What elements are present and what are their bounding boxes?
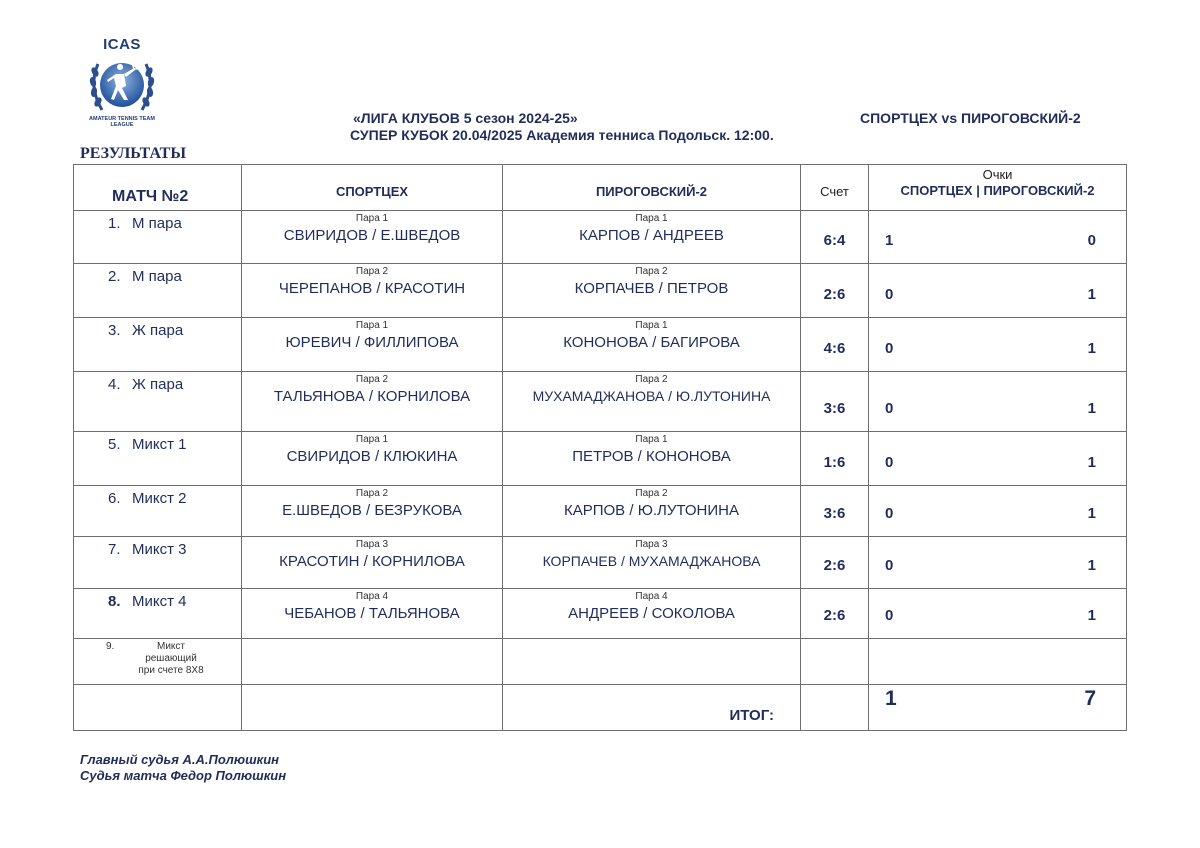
game-number: 2.	[108, 268, 121, 285]
event-subtitle: СУПЕР КУБОК 20.04/2025 Академия тенниса Подольск. 12:00.	[350, 127, 774, 143]
table-row	[74, 318, 1127, 372]
team1-points: 0	[885, 400, 894, 417]
team2-header-cell	[503, 165, 801, 211]
team1-pair-cell	[242, 264, 503, 318]
table-row	[74, 264, 1127, 318]
empty-cell	[801, 685, 869, 731]
game-number: 4.	[108, 376, 121, 393]
score-cell	[801, 211, 869, 264]
logo-subtitle: AMATEUR TENNIS TEAM LEAGUE	[89, 116, 155, 128]
game-number: 1.	[108, 215, 121, 232]
team2-pair-cell	[503, 318, 801, 372]
pair-label: Пара 2	[355, 488, 389, 499]
game-type: М пара	[132, 268, 182, 285]
score-cell	[801, 318, 869, 372]
team2-pair-cell	[503, 211, 801, 264]
team1-points: 0	[885, 454, 894, 471]
points-cell	[869, 372, 1127, 432]
decider-text: Микст решающий при счете 8Х8	[138, 641, 204, 676]
team2-points: 1	[1087, 400, 1096, 417]
team1-players: СВИРИДОВ / Е.ШВЕДОВ	[283, 227, 461, 244]
points-teams: СПОРТЦЕХ | ПИРОГОВСКИЙ-2	[900, 183, 1095, 198]
match-title: МАТЧ №2	[112, 188, 189, 205]
game-score: 2:6	[823, 557, 846, 574]
team1-points: 0	[885, 607, 894, 624]
points-cell	[869, 537, 1127, 589]
game-score: 3:6	[823, 400, 846, 417]
team1-players: ЧЕБАНОВ / ТАЛЬЯНОВА	[284, 605, 460, 622]
match-header-cell	[74, 165, 242, 211]
team2-players: МУХАМАДЖАНОВА / Ю.ЛУТОНИНА	[532, 388, 771, 404]
team2-points: 1	[1087, 557, 1096, 574]
logo-title: ICAS	[103, 36, 141, 53]
points-header-cell	[869, 165, 1127, 211]
team2-pair-cell	[503, 589, 801, 639]
total-row	[74, 685, 1127, 731]
pair-label: Пара 1	[635, 213, 668, 224]
team2-players: КАРПОВ / Ю.ЛУТОНИНА	[563, 502, 739, 519]
team1-header: СПОРТЦЕХ	[335, 184, 409, 199]
team2-players: КОРПАЧЕВ / МУХАМАДЖАНОВА	[542, 553, 761, 569]
game-type: Микст 2	[132, 490, 187, 507]
versus-title: СПОРТЦЕХ vs ПИРОГОВСКИЙ-2	[860, 110, 1081, 126]
score-cell	[801, 537, 869, 589]
pair-label: Пара 1	[355, 434, 389, 445]
table-row	[74, 372, 1127, 432]
game-score: 6:4	[823, 232, 846, 249]
game-cell	[74, 432, 242, 486]
game-cell	[74, 589, 242, 639]
total-team2: 7	[1084, 687, 1096, 710]
team2-players: КОРПАЧЕВ / ПЕТРОВ	[574, 280, 729, 297]
game-label	[108, 322, 183, 339]
points-cell	[869, 432, 1127, 486]
table-row	[74, 432, 1127, 486]
game-cell	[74, 264, 242, 318]
team1-points: 1	[885, 232, 894, 249]
team1-pair-cell	[242, 432, 503, 486]
points-cell	[869, 318, 1127, 372]
team1-header-cell	[242, 165, 503, 211]
pair-label: Пара 3	[355, 539, 389, 550]
team1-players: ТАЛЬЯНОВА / КОРНИЛОВА	[273, 388, 471, 405]
game-score: 2:6	[823, 607, 846, 624]
league-title: «ЛИГА КЛУБОВ 5 сезон 2024-25»	[353, 110, 578, 126]
game-type: Микст 3	[132, 541, 187, 558]
game-number: 8.	[108, 593, 121, 610]
game-type: Ж пара	[132, 376, 184, 393]
pair-label: Пара 2	[355, 374, 389, 385]
team1-pair-cell	[242, 372, 503, 432]
team1-pair-cell	[242, 486, 503, 537]
game-label	[108, 541, 187, 558]
team2-points: 1	[1087, 286, 1096, 303]
points-cell	[869, 264, 1127, 318]
score-cell	[801, 372, 869, 432]
table-row	[74, 589, 1127, 639]
results-table	[73, 164, 1127, 731]
empty-cell	[801, 639, 869, 685]
score-header: Счет	[820, 184, 849, 199]
team2-pair-cell	[503, 486, 801, 537]
icas-logo	[84, 36, 160, 132]
team1-pair-cell	[242, 589, 503, 639]
team2-pair-cell	[503, 537, 801, 589]
pair-label: Пара 1	[355, 320, 389, 331]
team2-pair-cell	[503, 372, 801, 432]
game-cell	[74, 318, 242, 372]
game-cell	[74, 372, 242, 432]
team2-pair-cell	[503, 432, 801, 486]
team2-header: ПИРОГОВСКИЙ-2	[595, 184, 708, 199]
team1-pair-cell	[242, 318, 503, 372]
game-cell	[74, 537, 242, 589]
team2-players: КАРПОВ / АНДРЕЕВ	[579, 227, 724, 244]
decider-number: 9.	[106, 641, 115, 652]
table-header-row	[74, 165, 1127, 211]
game-label	[108, 215, 182, 232]
pair-label: Пара 3	[635, 539, 668, 550]
team2-pair-cell	[503, 264, 801, 318]
game-type: Микст 4	[132, 593, 187, 610]
team1-players: Е.ШВЕДОВ / БЕЗРУКОВА	[282, 502, 462, 519]
game-label	[108, 593, 187, 610]
game-type: М пара	[132, 215, 182, 232]
score-cell	[801, 486, 869, 537]
pair-label: Пара 4	[355, 591, 389, 602]
game-score: 1:6	[823, 454, 846, 471]
game-label	[108, 436, 187, 453]
pair-label: Пара 4	[635, 591, 668, 602]
table-row	[74, 211, 1127, 264]
team2-points: 1	[1087, 505, 1096, 522]
table-row	[74, 486, 1127, 537]
chief-judge: Главный судья А.А.Полюшкин	[80, 752, 280, 767]
team1-players: СВИРИДОВ / КЛЮКИНА	[286, 448, 458, 465]
team1-points: 0	[885, 557, 894, 574]
game-label	[108, 268, 182, 285]
points-caption: Очки	[982, 167, 1013, 182]
game-number: 7.	[108, 541, 121, 558]
team2-players: АНДРЕЕВ / СОКОЛОВА	[568, 605, 735, 622]
pair-label: Пара 2	[635, 266, 668, 277]
total-label: ИТОГ:	[729, 707, 774, 724]
total-team1: 1	[885, 687, 897, 710]
game-score: 4:6	[823, 340, 846, 357]
team1-points: 0	[885, 286, 894, 303]
team1-players: ЧЕРЕПАНОВ / КРАСОТИН	[278, 280, 466, 297]
game-number: 6.	[108, 490, 121, 507]
empty-cell	[74, 685, 242, 731]
points-cell	[869, 589, 1127, 639]
score-cell	[801, 589, 869, 639]
results-label: РЕЗУЛЬТАТЫ	[80, 145, 187, 162]
pair-label: Пара 1	[635, 320, 668, 331]
pair-label: Пара 1	[355, 213, 389, 224]
team2-points: 1	[1087, 340, 1096, 357]
pair-label: Пара 1	[635, 434, 668, 445]
points-cell	[869, 486, 1127, 537]
score-cell	[801, 264, 869, 318]
team2-players: ПЕТРОВ / КОНОНОВА	[572, 448, 731, 465]
total-label-cell	[503, 685, 801, 731]
team2-players: КОНОНОВА / БАГИРОВА	[563, 334, 740, 351]
game-number: 3.	[108, 322, 121, 339]
game-score: 3:6	[823, 505, 846, 522]
pair-label: Пара 2	[635, 374, 668, 385]
game-cell	[74, 211, 242, 264]
team1-points: 0	[885, 505, 894, 522]
team1-points: 0	[885, 340, 894, 357]
game-type: Ж пара	[132, 322, 184, 339]
empty-cell	[869, 639, 1127, 685]
team2-points: 1	[1087, 454, 1096, 471]
points-cell	[869, 211, 1127, 264]
team1-players: ЮРЕВИЧ / ФИЛЛИПОВА	[285, 334, 459, 351]
game-type: Микст 1	[132, 436, 187, 453]
empty-cell	[242, 639, 503, 685]
pair-label: Пара 2	[635, 488, 668, 499]
team1-players: КРАСОТИН / КОРНИЛОВА	[279, 553, 465, 570]
score-cell	[801, 432, 869, 486]
game-label	[108, 376, 183, 393]
team2-points: 0	[1087, 232, 1096, 249]
empty-cell	[503, 639, 801, 685]
game-label	[108, 490, 187, 507]
team1-pair-cell	[242, 211, 503, 264]
decider-cell	[74, 639, 242, 685]
match-judge: Судья матча Федор Полюшкин	[80, 768, 287, 783]
pair-label: Пара 2	[355, 266, 389, 277]
score-header-cell	[801, 165, 869, 211]
game-number: 5.	[108, 436, 121, 453]
total-points-cell	[869, 685, 1127, 731]
game-cell	[74, 486, 242, 537]
table-row	[74, 537, 1127, 589]
decider-row	[74, 639, 1127, 685]
game-score: 2:6	[823, 286, 846, 303]
tennis-player-emblem-icon	[84, 52, 160, 118]
team1-pair-cell	[242, 537, 503, 589]
team2-points: 1	[1087, 607, 1096, 624]
empty-cell	[242, 685, 503, 731]
